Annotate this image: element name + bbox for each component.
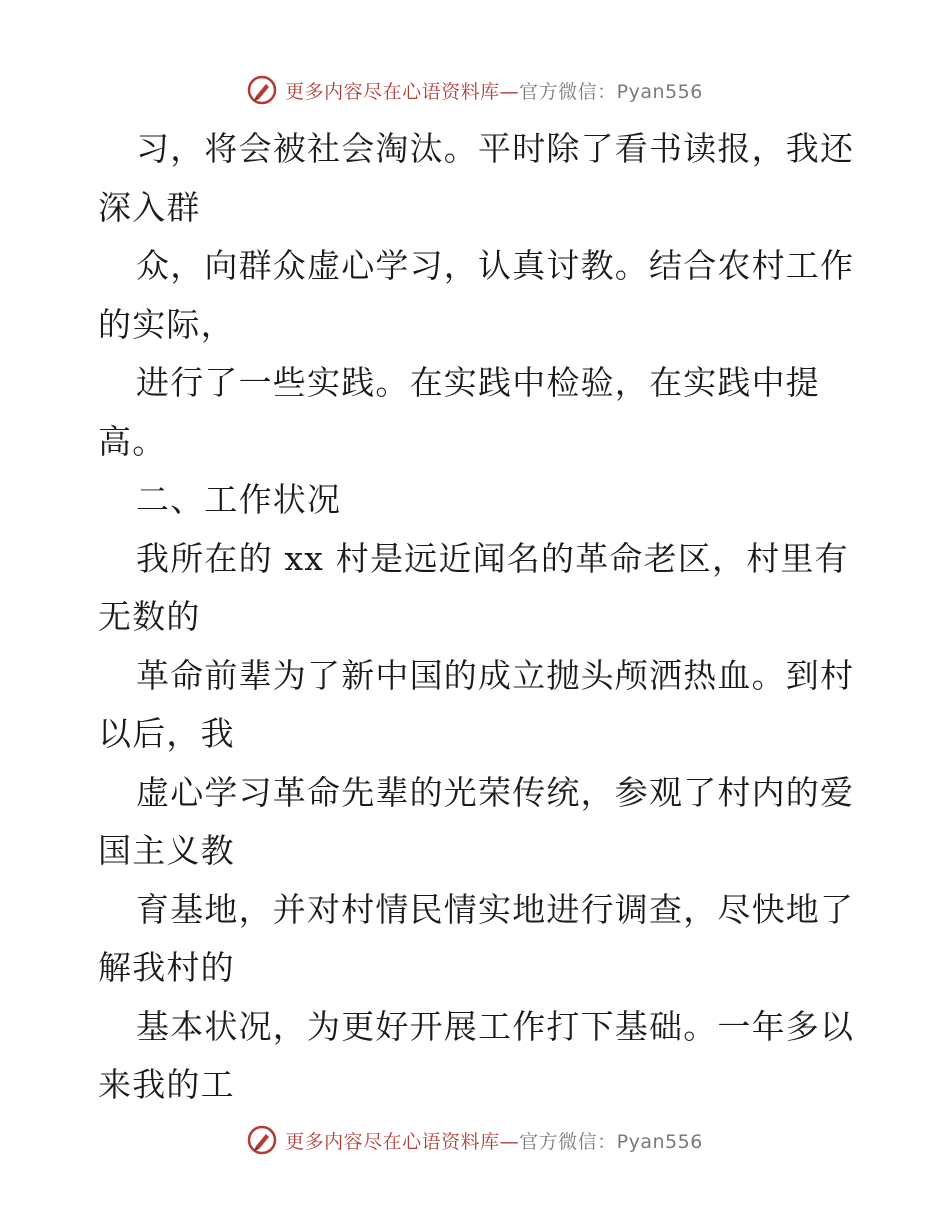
text-line: 高。 xyxy=(98,421,167,461)
text-line: 二、工作状况 xyxy=(136,480,342,519)
banner-site-text: 更多内容尽在心语资料库— xyxy=(285,1130,520,1153)
text-line: 解我村的 xyxy=(98,948,235,987)
text-line: 的实际， xyxy=(98,304,235,344)
banner-text xyxy=(285,77,703,104)
banner-wechat-text: 官方微信：Pyan556 xyxy=(519,1130,703,1153)
banner-site-text: 更多内容尽在心语资料库— xyxy=(285,80,520,103)
text-line: 来我的工 xyxy=(98,1065,235,1104)
header-banner xyxy=(0,70,950,110)
text-line: 革命前辈为了新中国的成立抛头颅洒热血。到村 xyxy=(136,655,855,695)
pen-logo-icon xyxy=(247,1125,277,1155)
document-body xyxy=(98,120,858,1115)
footer-banner xyxy=(0,1120,950,1160)
pen-logo-icon xyxy=(247,75,277,105)
text-line: 国主义教 xyxy=(98,831,235,870)
text-line: 以后，我 xyxy=(98,714,235,753)
text-line: 我所在的 xx 村是远近闻名的革命老区，村里有 xyxy=(136,538,849,578)
text-line: 深入群 xyxy=(98,187,201,227)
text-line: 习，将会被社会淘汰。平时除了看书读报，我还 xyxy=(136,129,855,168)
text-line: 基本状况，为更好开展工作打下基础。一年多以 xyxy=(136,1006,855,1046)
banner-text xyxy=(285,1127,703,1154)
text-line: 虚心学习革命先辈的光荣传统，参观了村内的爱 xyxy=(136,772,855,812)
text-line: 无数的 xyxy=(98,597,201,636)
text-line: 众，向群众虚心学习，认真讨教。结合农村工作 xyxy=(136,246,855,285)
banner-wechat-text: 官方微信：Pyan556 xyxy=(519,80,703,103)
text-line: 育基地，并对村情民情实地进行调查，尽快地了 xyxy=(136,889,855,929)
text-line: 进行了一些实践。在实践中检验，在实践中提 xyxy=(136,363,820,402)
